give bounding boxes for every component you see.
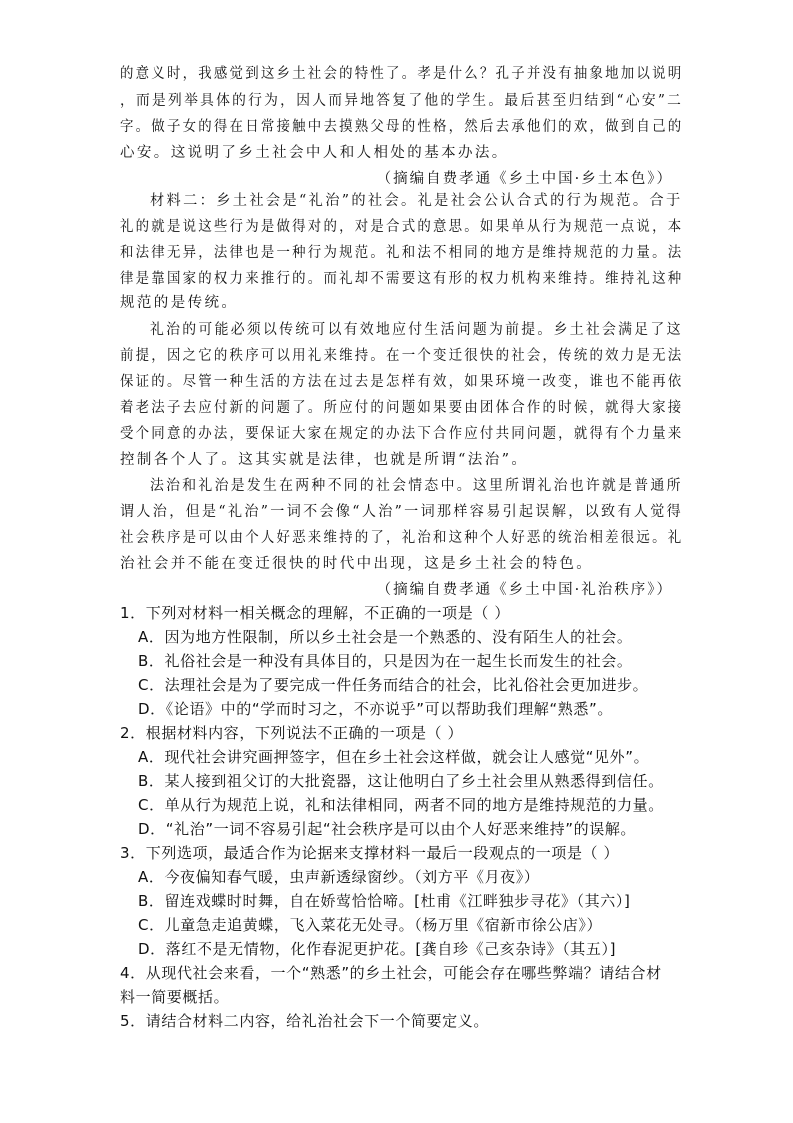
question-4-stem-continued: 料一简要概括。 (120, 988, 230, 1006)
passage-line: 材料二：乡土社会是“礼治”的社会。礼是社会公认合式的行为规范。合于 (150, 193, 683, 209)
question-3-option-d: D．落红不是无情物，化作春泥更护花。[龚自珍《己亥杂诗》（其五）] (138, 940, 617, 958)
passage-line: 前提，因之它的秩序可以用礼来维持。在一个变迁很快的社会，传统的效力是无法 (120, 348, 684, 364)
question-2-option-b: B．某人接到祖父订的大批瓷器，这让他明白了乡土社会里从熟悉得到信任。 (138, 772, 664, 790)
question-1-option-b: B．礼俗社会是一种没有具体目的，只是因为在一起生长而发生的社会。 (138, 652, 633, 670)
question-4-stem: 4．从现代社会来看，一个“熟悉”的乡土社会，可能会存在哪些弊端？请结合材 (120, 964, 662, 982)
passage-line: 控制各个人了。这其实就是法律，也就是所谓“法治”。 (120, 452, 529, 468)
passage-line: 谓人治，但是“礼治”一词不会像“人治”一词那样容易引起误解，以致有人觉得 (120, 504, 684, 520)
question-2-option-d: D．“礼治”一词不容易引起“社会秩序是可以由个人好恶来维持”的误解。 (138, 820, 637, 838)
passage-line: 礼治的可能必须以传统可以有效地应付生活问题为前提。乡土社会满足了这 (150, 322, 683, 338)
source-citation: （摘编自费孝通《乡土中国·礼治秩序》） (376, 582, 673, 598)
question-3-option-b: B．留连戏蝶时时舞，自在娇莺恰恰啼。[杜甫《江畔独步寻花》（其六）] (138, 892, 631, 910)
question-1-option-c: C．法理社会是为了要完成一件任务而结合的社会，比礼俗社会更加进步。 (138, 676, 649, 694)
question-5-stem: 5．请结合材料二内容，给礼治社会下一个简要定义。 (120, 1012, 489, 1030)
question-3-option-c: C．儿童急走追黄蝶，飞入菜花无处寻。（杨万里《宿新市徐公店》） (138, 916, 603, 934)
passage-line: 心安。这说明了乡土社会中人和人相处的基本办法。 (120, 145, 509, 161)
passage-line: 保证的。尽管一种生活的方法在过去是怎样有效，如果环境一改变，谁也不能再依 (120, 374, 684, 390)
passage-line: 字。做子女的得在日常接触中去摸熟父母的性格，然后去承他们的欢，做到自己的 (120, 119, 684, 135)
passage-line: 规范的是传统。 (120, 295, 239, 311)
passage-line: ，而是列举具体的行为，因人而异地答复了他的学生。最后甚至归结到“心安”二 (120, 93, 684, 109)
passage-line: 礼的就是说这些行为是做得对的，对是合式的意思。如果单从行为规范一点说，本 (120, 219, 684, 235)
question-3-option-a: A．今夜偏知春气暖，虫声新透绿窗纱。（刘方平《月夜》） (138, 868, 540, 886)
passage-line: 律是靠国家的权力来推行的。而礼却不需要这有形的权力机构来维持。维持礼这种 (120, 271, 684, 287)
passage-line: 和法律无异，法律也是一种行为规范。礼和法不相同的地方是维持规范的力量。法 (120, 245, 684, 261)
question-3-stem: 3．下列选项，最适合作为论据来支撑材料一最后一段观点的一项是（ ） (120, 844, 620, 862)
passage-line: 受个同意的办法，要保证大家在规定的办法下合作应付共同问题，就得有个力量来 (120, 426, 684, 442)
question-1-option-d: D．《论语》中的“学而时习之，不亦说乎”可以帮助我们理解“熟悉”。 (138, 700, 613, 718)
passage-line: 着老法子去应付新的问题了。所应付的问题如果要由团体合作的时候，就得大家接 (120, 400, 684, 416)
passage-line: 的意义时，我感觉到这乡土社会的特性了。孝是什么？孔子并没有抽象地加以说明 (120, 66, 684, 82)
question-1-stem: 1．下列对材料一相关概念的理解，不正确的一项是（ ） (120, 604, 510, 622)
question-2-option-c: C．单从行为规范上说，礼和法律相同，两者不同的地方是维持规范的力量。 (138, 796, 664, 814)
passage-line: 社会秩序是可以由个人好恶来维持的了，礼治和这种个人好恶的统治相差很远。礼 (120, 530, 684, 546)
passage-line: 法治和礼治是发生在两种不同的社会情态中。这里所谓礼治也许就是普通所 (150, 478, 683, 494)
passage-line: 治社会并不能在变迁很快的时代中出现，这是乡土社会的特色。 (120, 556, 594, 572)
question-2-stem: 2．根据材料内容，下列说法不正确的一项是（ ） (120, 724, 464, 742)
question-2-option-a: A．现代社会讲究画押签字，但在乡土社会这样做，就会让人感觉“见外”。 (138, 748, 650, 766)
question-1-option-a: A．因为地方性限制，所以乡土社会是一个熟悉的、没有陌生人的社会。 (138, 628, 633, 646)
source-citation: （摘编自费孝通《乡土中国·乡土本色》） (376, 171, 673, 187)
